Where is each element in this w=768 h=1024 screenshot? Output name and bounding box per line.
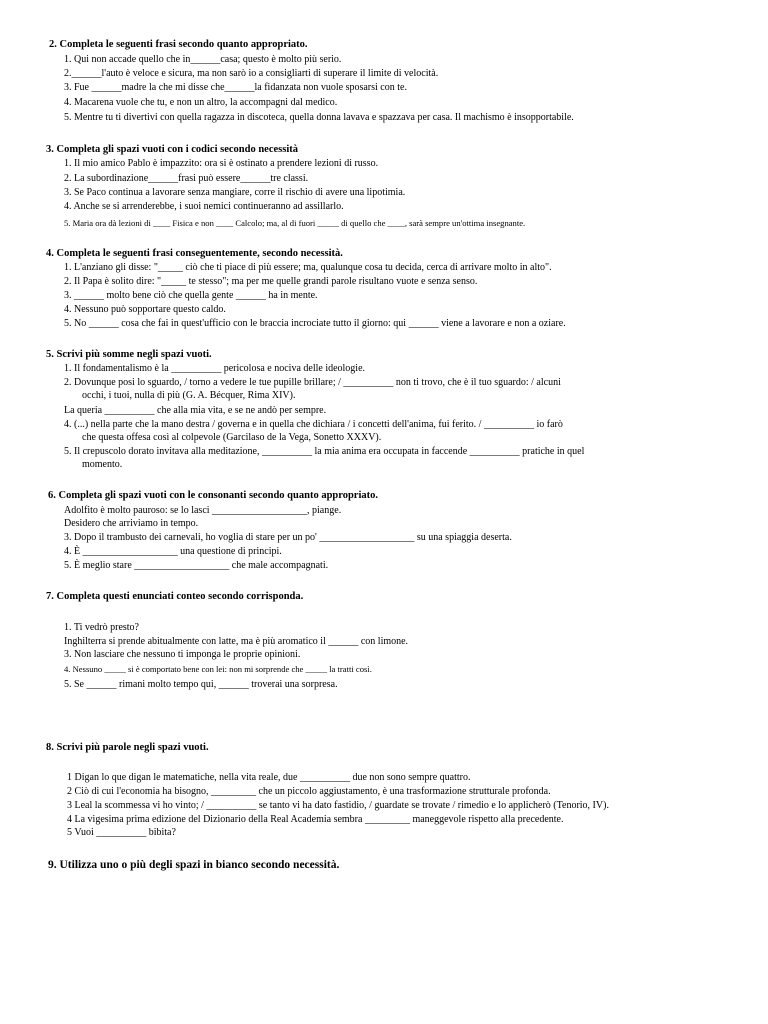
section-5-item-2-cont: occhi, i tuoi, nulla di più (G. A. Bécquer, Rima XIV). — [82, 390, 296, 401]
section-8-item-3: 3 Leal la scommessa vi ho vinto; / __________ se tanto vi ha dato fastidio, / guardate se trovate / rimedio e lo applicherò (Tenorio, IV). — [67, 800, 609, 811]
section-2-item-3: 3. Fue ______madre la che mi disse che______la fidanzata non vuole sposarsi con te. — [64, 82, 407, 93]
section-7-item-1: 1. Ti vedrò presto? — [64, 622, 139, 633]
section-5-item-3: La queria __________ che alla mia vita, e se ne andò per sempre. — [64, 405, 327, 416]
section-4-item-3: 3. ______ molto bene ciò che quella gente ______ ha in mente. — [64, 290, 318, 301]
section-5-item-5: 5. Il crepuscolo dorato invitava alla meditazione, __________ la mia anima era occupata in faccende __________ pratiche in quel — [64, 446, 585, 457]
section-8-item-1: 1 Digan lo que digan le matematiche, nella vita reale, due __________ due non sono sempre quattro. — [67, 772, 471, 783]
section-6-item-4: 4. È ___________________ una questione di principi. — [64, 546, 282, 557]
section-3-item-3: 3. Se Paco continua a lavorare senza mangiare, corre il rischio di avere una lipotimia. — [64, 187, 406, 198]
section-8-item-2: 2 Ciò di cui l'economia ha bisogno, _________ che un piccolo aggiustamento, è una trasformazione strutturale profonda. — [67, 786, 551, 797]
section-5-item-2: 2. Dovunque posi lo sguardo, / torno a vedere le tue pupille brillare; / __________ non ti trovo, che è il tuo sguardo: / alcuni — [64, 377, 561, 388]
section-7-item-3: 3. Non lasciare che nessuno ti imponga le proprie opinioni. — [64, 649, 301, 660]
section-3-item-4: 4. Anche se si arrenderebbe, i suoi nemici continueranno ad assillarlo. — [64, 201, 344, 212]
section-4-item-5: 5. No ______ cosa che fai in quest'ufficio con le braccia incrociate tutto il giorno: qui ______ viene a lavorare e non a oziare. — [64, 318, 566, 329]
section-6-item-3: 3. Dopo il trambusto dei carnevali, ho voglia di stare per un po' ___________________ su una spiaggia deserta. — [64, 532, 512, 543]
section-5-item-4: 4. (...) nella parte che la mano destra / governa e in quella che dichiara / i concetti dell'anima, fui ferito. / __________ io farò — [64, 419, 563, 430]
section-8-item-4: 4 La vigesima prima edizione del Dizionario della Real Academia sembra _________ maneggevole rispetto alla precedente. — [67, 814, 564, 825]
section-9-heading: 9. Utilizza uno o più degli spazi in bianco secondo necessità. — [48, 859, 340, 871]
section-5-item-4-cont: che questa offesa così al colpevole (Garcilaso de la Vega, Sonetto XXXV). — [82, 432, 382, 443]
section-7-heading: 7. Completa questi enunciati conteo secondo corrisponda. — [46, 591, 304, 602]
section-2-item-5: 5. Mentre tu ti divertivi con quella ragazza in discoteca, quella donna lavava e spazzava per casa. Il machismo è insopportabile. — [64, 112, 574, 123]
section-5-item-1: 1. Il fondamentalismo è la __________ pericolosa e nociva delle ideologie. — [64, 363, 366, 374]
section-6-item-1: Adolfito è molto pauroso: se lo lasci ___________________, piange. — [64, 505, 342, 516]
section-5-item-5-cont: momento. — [82, 459, 123, 470]
section-3-item-5: 5. Maria ora dà lezioni di ____ Fisica e non ____ Calcolo; ma, al di fuori _____ di quello che ____, sarà sempre un'ottima insegnante. — [64, 218, 526, 228]
section-6-heading: 6. Completa gli spazi vuoti con le consonanti secondo quanto appropriato. — [48, 490, 379, 501]
section-8-heading: 8. Scrivi più parole negli spazi vuoti. — [46, 742, 209, 753]
section-7-item-2: Inghilterra si prende abitualmente con latte, ma è più aromatico il ______ con limone. — [64, 636, 409, 647]
section-2-item-4: 4. Macarena vuole che tu, e non un altro, la accompagni dal medico. — [64, 97, 338, 108]
section-6-item-2: Desidero che arriviamo in tempo. — [64, 518, 199, 529]
section-4-item-2: 2. Il Papa è solito dire: "_____ te stesso"; ma per me quelle grandi parole risultano vuote e senza senso. — [64, 276, 478, 287]
section-2-item-1: 1. Qui non accade quello che in______casa; questo è molto più serio. — [64, 54, 342, 65]
section-2-heading: 2. Completa le seguenti frasi secondo quanto appropriato. — [49, 39, 308, 50]
section-3-item-2: 2. La subordinazione______frasi può essere______tre classi. — [64, 173, 309, 184]
section-5-heading: 5. Scrivi più somme negli spazi vuoti. — [46, 349, 212, 360]
section-7-item-5: 5. Se ______ rimani molto tempo qui, ______ troverai una sorpresa. — [64, 679, 338, 690]
section-3-item-1: 1. Il mio amico Pablo è impazzito: ora si è ostinato a prendere lezioni di russo. — [64, 158, 379, 169]
section-3-heading: 3. Completa gli spazi vuoti con i codici secondo necessità — [46, 144, 298, 155]
section-4-heading: 4. Completa le seguenti frasi conseguentemente, secondo necessità. — [46, 248, 343, 259]
section-7-item-4: 4. Nessuno _____ si è comportato bene con lei: non mi sorprende che _____ la tratti così. — [64, 664, 372, 674]
section-4-item-4: 4. Nessuno può sopportare questo caldo. — [64, 304, 226, 315]
section-2-item-2: 2.______l'auto è veloce e sicura, ma non sarò io a consigliarti di superare il limite di velocità. — [64, 68, 439, 79]
section-6-item-5: 5. È meglio stare ___________________ che male accompagnati. — [64, 560, 329, 571]
section-4-item-1: 1. L'anziano gli disse: "_____ ciò che ti piace di più essere; ma, qualunque cosa tu decida, cerca di arrivare molto in alto". — [64, 262, 552, 273]
section-8-item-5: 5 Vuoi __________ bibita? — [67, 827, 176, 838]
